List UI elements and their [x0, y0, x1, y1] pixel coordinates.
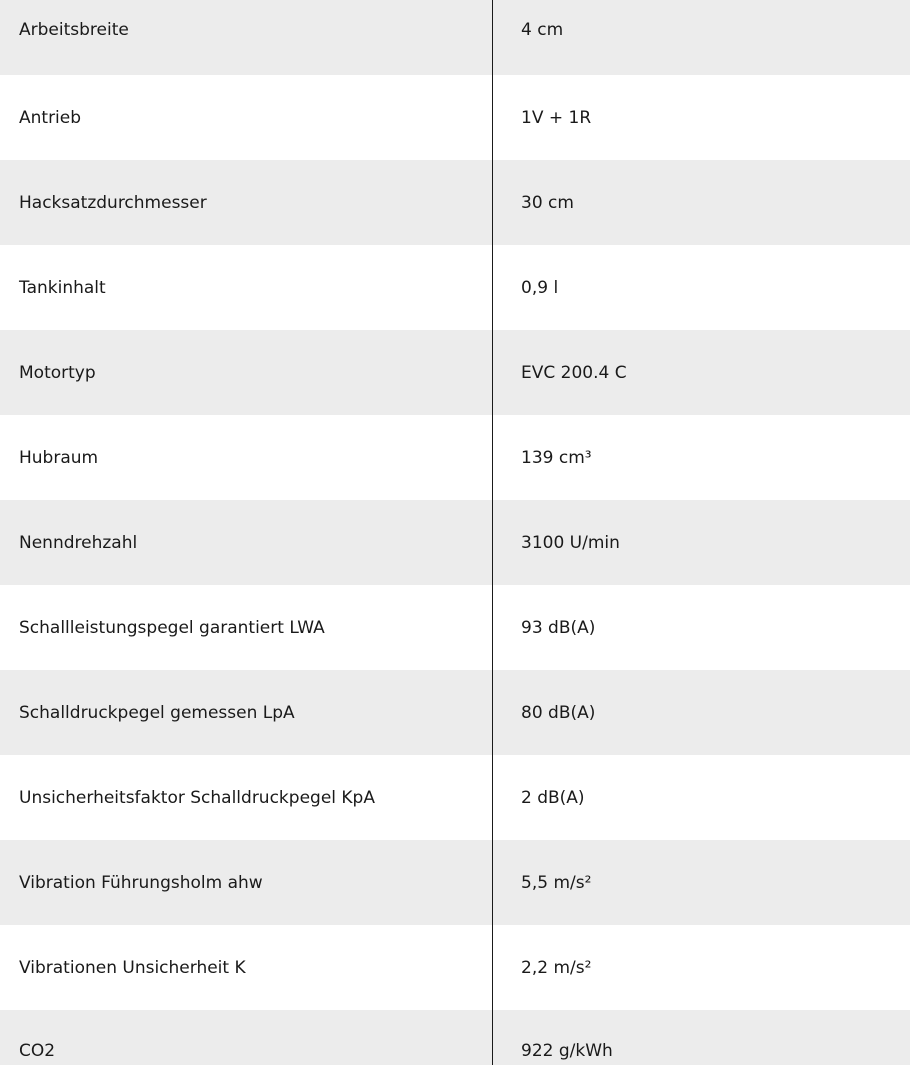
spec-label: Motortyp: [19, 362, 96, 383]
spec-row-nenndrehzahl: [0, 500, 910, 585]
spec-value: EVC 200.4 C: [521, 362, 627, 383]
spec-value: 0,9 l: [521, 277, 559, 298]
spec-label: Hubraum: [19, 447, 99, 468]
spec-label: Arbeitsbreite: [19, 20, 129, 40]
spec-label: Hacksatzdurchmesser: [19, 192, 207, 213]
spec-label: Tankinhalt: [19, 277, 106, 298]
spec-row-hacksatzdurchmesser: [0, 160, 910, 245]
spec-row-motortyp: [0, 330, 910, 415]
spec-value: 80 dB(A): [521, 702, 596, 723]
spec-row-vibrationen-unsicherheit: [0, 925, 910, 1010]
spec-value: 2,2 m/s²: [521, 957, 592, 978]
spec-row-vibration-fuehrungsholm: [0, 840, 910, 925]
spec-value: 4 cm: [521, 20, 564, 40]
spec-label: CO2: [19, 1041, 56, 1061]
spec-row-tankinhalt: [0, 245, 910, 330]
spec-value: 139 cm³: [521, 447, 592, 468]
spec-value: 30 cm: [521, 192, 574, 213]
spec-row-hubraum: [0, 415, 910, 500]
spec-row-unsicherheitsfaktor: [0, 755, 910, 840]
spec-value: 93 dB(A): [521, 617, 596, 638]
spec-label: Schallleistungspegel garantiert LWA: [19, 617, 325, 638]
spec-label: Unsicherheitsfaktor Schalldruckpegel KpA: [19, 787, 375, 808]
spec-value: 922 g/kWh: [521, 1041, 613, 1061]
spec-row-schallleistungspegel: [0, 585, 910, 670]
spec-row-arbeitsbreite: [0, 0, 910, 75]
spec-label: Schalldruckpegel gemessen LpA: [19, 702, 295, 723]
spec-value: 3100 U/min: [521, 532, 620, 553]
column-divider: [492, 0, 493, 1065]
spec-label: Vibration Führungsholm ahw: [19, 872, 263, 893]
spec-label: Nenndrehzahl: [19, 532, 138, 553]
spec-value: 1V + 1R: [521, 107, 592, 128]
spec-row-co2: [0, 1010, 910, 1065]
spec-value: 2 dB(A): [521, 787, 585, 808]
spec-row-schalldruckpegel: [0, 670, 910, 755]
spec-row-antrieb: [0, 75, 910, 160]
spec-label: Vibrationen Unsicherheit K: [19, 957, 246, 978]
spec-label: Antrieb: [19, 107, 82, 128]
spec-value: 5,5 m/s²: [521, 872, 592, 893]
